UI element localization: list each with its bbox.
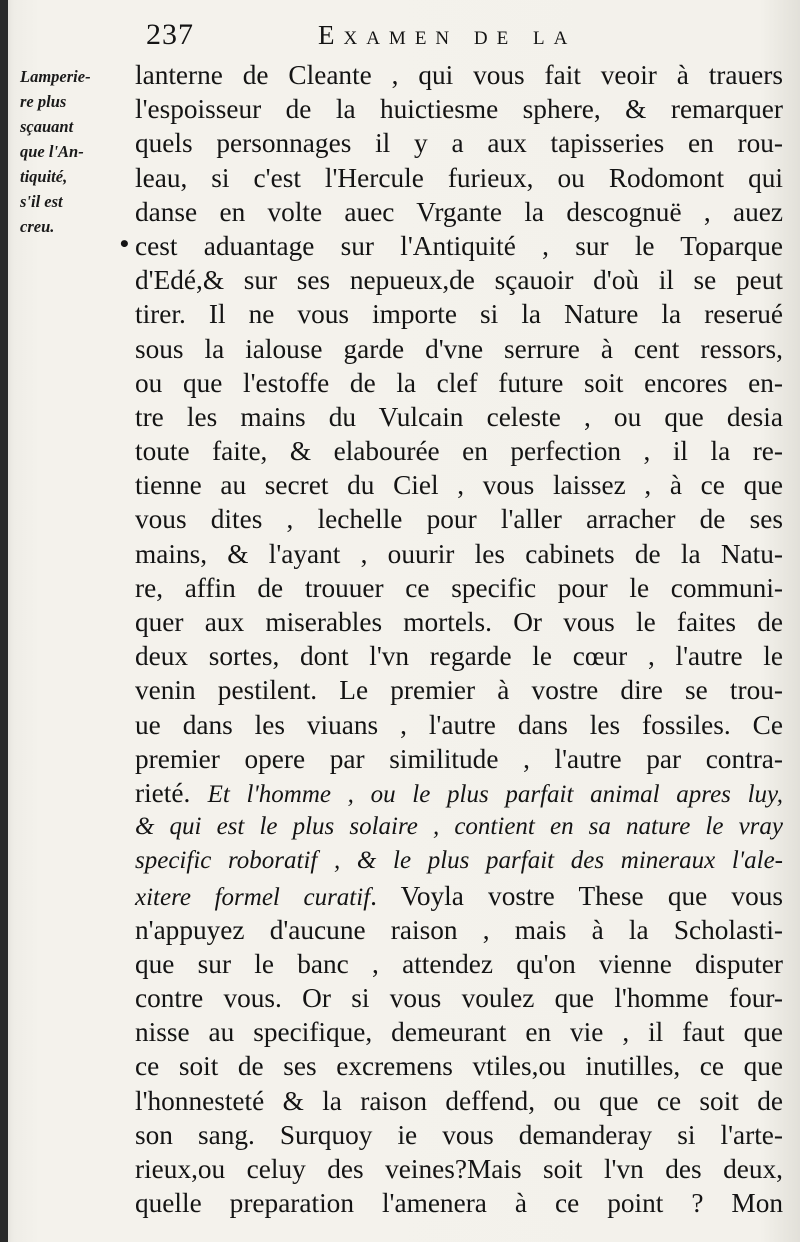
page-edge-shadow [0, 0, 8, 1242]
marginal-note-line: re plus [20, 92, 67, 111]
page-number: 237 [146, 18, 194, 51]
text-line: rieté. Et l'homme , ou le plus parfait animal apres luy, [135, 777, 783, 808]
text-line: ce soit de ses excremens vtiles,ou inutilles, ce que [135, 1051, 783, 1082]
text-line: n'appuyez d'aucune raison , mais à la Scholasti- [135, 914, 783, 945]
text-line: son sang. Surquoy ie vous demanderay si l'arte- [135, 1119, 783, 1150]
text-line: cest aduantage sur l'Antiquité , sur le Toparque [135, 230, 783, 261]
text-line: & qui est le plus solaire , contient en sa nature le vray [135, 813, 783, 841]
text-line: tienne au secret du Ciel , vous laissez , à ce que [135, 470, 783, 501]
marginal-note [20, 64, 132, 239]
text-line: toute faite, & elabourée en perfection , il la re- [135, 436, 783, 467]
text-line: re, affin de trouuer ce specific pour le communi- [135, 572, 783, 603]
marginal-note-line: tiquité, [20, 167, 68, 186]
text-line: deux sortes, dont l'vn regarde le cœur , l'autre le [135, 641, 783, 672]
text-line: tirer. Il ne vous importe si la Nature la reserué [135, 299, 783, 330]
text-line: nisse au specifique, demeurant en vie , il faut que [135, 1017, 783, 1048]
text-line: vous dites , lechelle pour l'aller arracher de ses [135, 504, 783, 535]
text-line: l'honnesteté & la raison deffend, ou que ce soit de [135, 1085, 783, 1116]
text-line: sous la ialouse garde d'vne serrure à cent ressors, [135, 333, 783, 364]
text-line: contre vous. Or si vous voulez que l'homme four- [135, 983, 783, 1014]
marginal-asterisk: • [118, 232, 131, 256]
text-line: premier opere par similitude , l'autre par contra- [135, 743, 783, 774]
text-line: ue dans les viuans , l'autre dans les fossiles. Ce [135, 709, 783, 740]
marginal-note-line: Lamperie- [20, 67, 91, 86]
text-line: xitere formel curatif. Voyla vostre These que vous [135, 880, 783, 911]
text-line: quer aux miserables mortels. Or vous le faites de [135, 607, 783, 637]
text-line: venin pestilent. Le premier à vostre dire se trou- [135, 675, 783, 706]
text-line: que sur le banc , attendez qu'on vienne disputer [135, 948, 783, 979]
marginal-note-line: s'il est [20, 192, 63, 211]
text-line: tre les mains du Vulcain celeste , ou que desia [135, 401, 783, 432]
text-line: danse en volte auec Vrgante la descognuë , auez [135, 196, 783, 227]
text-line: specific roboratif , & le plus parfait des mineraux l'ale- [135, 847, 783, 875]
text-line: lanterne de Cleante , qui vous fait veoir à trauers [135, 60, 783, 90]
text-line: ou que l'estoffe de la clef future soit encores en- [135, 367, 783, 398]
text-line: quelle preparation l'amenera à ce point ? Mon [135, 1188, 783, 1219]
text-line: leau, si c'est l'Hercule furieux, ou Rodomont qui [135, 162, 783, 193]
marginal-note-line: sçauant [20, 117, 74, 136]
text-line: l'espoisseur de la huictiesme sphere, & remarquer [135, 94, 783, 125]
text-line: rieux,ou celuy des veines?Mais soit l'vn des deux, [135, 1154, 783, 1184]
marginal-note-line: creu. [20, 217, 55, 236]
text-line: mains, & l'ayant , ouurir les cabinets de la Natu- [135, 538, 783, 569]
text-line: quels personnages il y a aux tapisseries en rou- [135, 128, 783, 159]
marginal-note-line: que l'An- [20, 142, 84, 161]
running-head: Examen de la [318, 20, 577, 50]
body-text [135, 58, 783, 1220]
text-line: d'Edé,& sur ses nepueux,de sçauoir d'où il se peut [135, 265, 783, 296]
